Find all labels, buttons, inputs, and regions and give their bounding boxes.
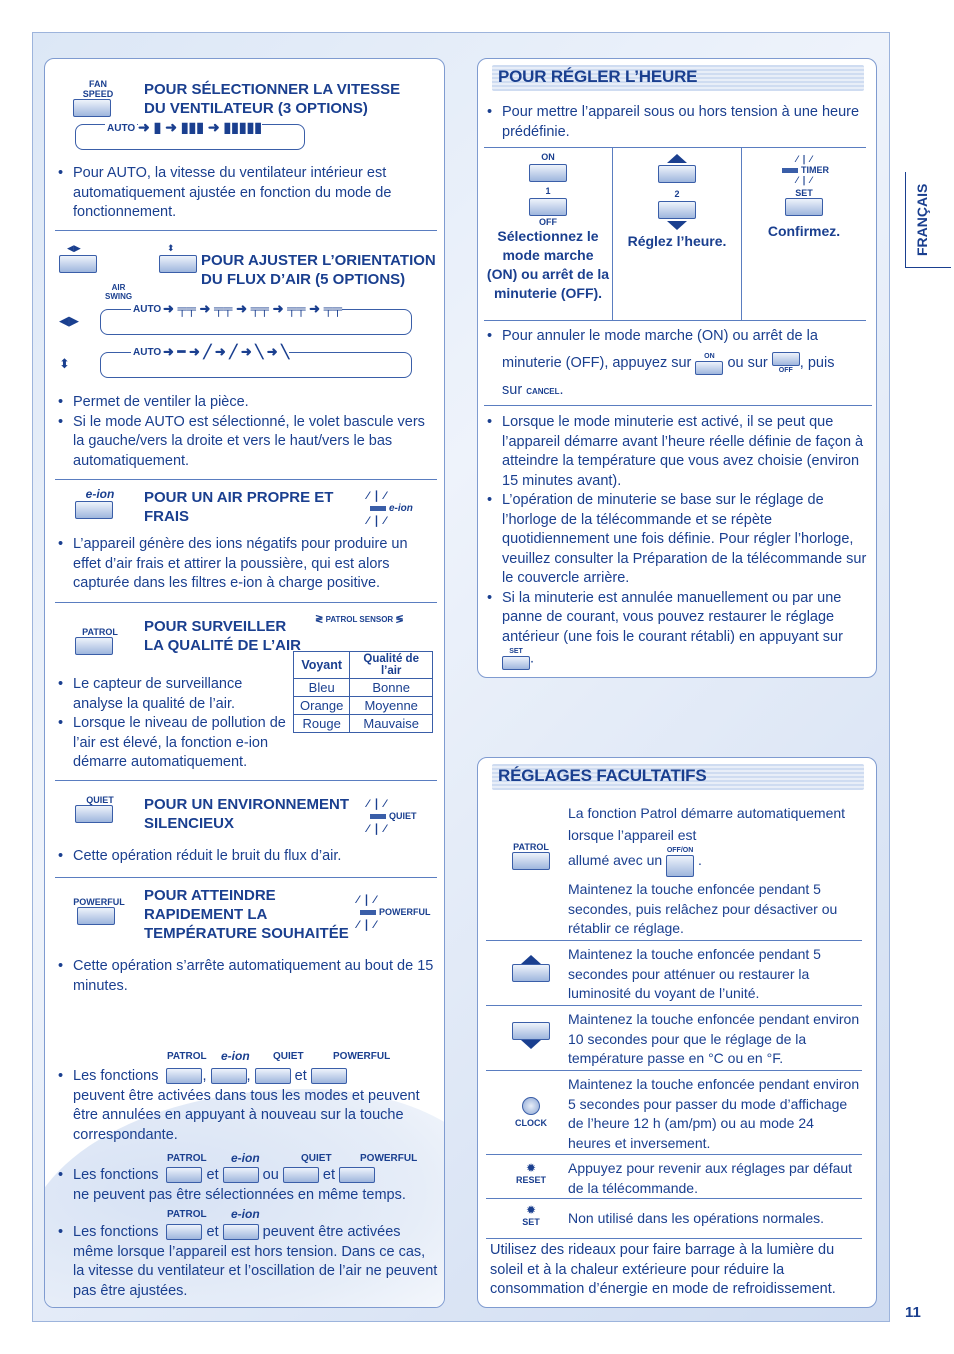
up-arrow-icon [521,955,541,964]
timer-indicator [742,154,866,186]
set-label: SET [509,648,523,655]
table-cell: Bonne [350,679,433,697]
note-text: et [322,1167,335,1183]
eion-label: e-ion [231,1151,260,1165]
indicator-sparks-icon: ⁄ ❘ ⁄ [357,894,377,906]
eion-button[interactable] [75,487,125,519]
time-up-button[interactable] [658,165,696,183]
note-text: ne peuvent pas être sélectionnées en même temps. [73,1186,406,1203]
note-text: , [202,1068,207,1084]
note-text: peuvent être activées [262,1224,401,1240]
indicator-sparks-icon: ⁄ ❘ ⁄ [796,175,812,185]
patrol-button[interactable] [506,842,556,870]
on-label: ON [541,152,555,162]
divider [55,780,437,781]
powerful-label: POWERFUL [360,1153,418,1164]
set-pinhole-button[interactable] [506,1203,556,1227]
indicator-lamp-icon [370,814,386,819]
note-text: ou [262,1167,279,1183]
powerful-title: POUR ATTEINDRE RAPIDEMENT LA TEMPÉRATURE SOUHAITÉE [144,887,349,942]
powerful-notes [55,957,435,996]
timer-indicator-label: TIMER [801,165,829,175]
down-arrow-icon [521,1040,541,1049]
off-key[interactable] [772,352,800,366]
indicator-sparks-icon: ≷ [315,614,324,625]
step-1-caption: Sélectionnez le mode marche (ON) ou arrêt de la minuterie (OFF). [486,228,610,301]
option-text: Maintenez la touche enfoncée pendant 5 secondes pour atténuer ou restaurer la luminosité du voyant de l’unité. [568,946,821,1001]
set-pinhole-icon: ✹ [525,1203,537,1217]
vertical-swing-icon: ⬍ [59,356,70,371]
quiet-indicator [367,797,437,835]
timer-set-button[interactable] [785,198,823,216]
off-on-key[interactable] [666,855,694,877]
powerful-label: POWERFUL [333,1051,391,1062]
powerful-label: POWERFUL [73,897,125,907]
horizontal-positions-icon: ➜ ╤╤ ➜ ╤╤ ➜ ╤╤ ➜ ╤╤ ➜ ╤╤ [163,301,343,316]
air-quality-table [293,651,433,733]
quiet-key[interactable] [75,805,113,823]
cancel-button[interactable]: CANCEL [526,387,560,396]
eion-indicator-label: e-ion [389,503,413,514]
table-cell: Orange [294,697,350,715]
note-text: , [246,1068,251,1084]
fan-speed-notes [55,164,435,223]
option-row-temperature-unit [486,1006,862,1071]
option-row-brightness [486,941,862,1006]
reset-label: RESET [515,1175,546,1185]
option-text: La fonction Patrol démarre automatiquement lorsque l’appareil est allumé avec un OFF/ON . [568,802,860,877]
table-header: Voyant [294,652,350,679]
quiet-key[interactable] [255,1068,291,1084]
note-text: sur [502,382,523,398]
vertical-arrows-icon: ⬍ [167,243,175,253]
air-swing-note-2: • Si le mode AUTO est sélectionné, le volet bascule vers la gauche/vers la droite et vers le haut/vers le bas automatiquement. [55,413,435,472]
language-label: FRANÇAIS [914,183,930,256]
reset-button[interactable] [506,1161,556,1185]
fan-speed-label: FAN SPEED [82,79,114,99]
divider [55,230,437,231]
up-button[interactable] [506,955,556,982]
patrol-key[interactable] [166,1068,202,1084]
powerful-indicator [357,893,445,931]
note-3: • Les fonctions et peuvent être activées même lorsque l’appareil est hors tension. Dans ce cas, la vitesse du ventilateur et l’oscillation de l’air ne peuvent pas être ajustées. [58,1224,438,1299]
horizontal-swing-flow [100,301,412,335]
eion-key[interactable] [223,1167,259,1183]
note-text: minuterie (OFF), appuyez sur [502,355,692,371]
note-text: Pour annuler le mode marche (ON) ou arrêt de la [502,328,818,344]
on-button-inline[interactable] [695,352,723,375]
vertical-positions-icon: ➜ ━ ➜ ╱ ➜ ╱ ➜ ╲ ➜ ╲ [163,344,290,359]
left-panel [44,58,445,1308]
quiet-title: POUR UN ENVIRONNEMENT SILENCIEUX [144,796,350,832]
note-2: • Les fonctions et ou et ne peuvent pas être sélectionnées en même temps. [58,1167,406,1203]
air-swing-horizontal-button[interactable] [59,255,97,273]
set-label: SET [522,1217,540,1227]
patrol-label: PATROL [167,1209,207,1220]
cancel-note: • Pour annuler le mode marche (ON) ou arrêt de la minuterie (OFF), appuyez sur ON ou sur OFF , puis sur CANCEL. [487,328,835,398]
indicator-sparks-icon: ⁄ ❘ ⁄ [367,515,387,527]
note-1: • Les fonctions , , et peuvent être activées dans tous les modes et peuvent être annulées en appuyant à nouveau sur la touche correspondante. [58,1068,420,1143]
powerful-button[interactable] [69,897,129,925]
eion-key[interactable] [211,1068,247,1084]
patrol-note-1: • Le capteur de surveillance analyse la qualité de l’air. [55,675,295,714]
patrol-note-2: • Lorsque le niveau de pollution de l’air est élevé, la fonction e-ion démarre automatiquement. [55,714,300,773]
table-header: Qualité de l’air [350,652,433,679]
eion-note: • L’appareil génère des ions négatifs pour produire un effet d’air frais et attirer la poussière, qui est alors capturée dans les filtres e-ion à charge positive. [55,535,435,594]
patrol-label: PATROL [167,1153,207,1164]
off-on-button[interactable] [666,846,694,877]
timer-heading: POUR RÉGLER L’HEURE [498,67,698,86]
indicator-sparks-icon: ⁄ ❘ ⁄ [367,798,387,810]
quiet-notes [55,847,435,867]
step-number: 2 [674,189,680,199]
horizontal-swing-icon: ◀▶ [59,313,79,328]
patrol-sensor-indicator [315,614,425,625]
set-key[interactable] [502,656,530,670]
patrol-key[interactable] [512,852,550,870]
up-key[interactable] [512,964,550,982]
eion-indicator [367,489,437,527]
table-cell: Moyenne [350,697,433,715]
reset-pinhole-icon: ✹ [525,1161,537,1175]
off-button-inline[interactable] [772,352,800,375]
note-text: Les fonctions [73,1167,159,1183]
off-label: OFF [539,217,557,227]
timer-note-3: • Si la minuterie est annulée manuellement ou par une panne de courant, vous pouvez restaurer le réglage antérieur (une fois le courant rétabli) en appuyant sur SET . [484,589,872,671]
step-2-caption: Réglez l’heure. [627,233,727,249]
patrol-key[interactable] [75,637,113,655]
clock-key[interactable] [522,1097,540,1115]
fan-speed-title: POUR SÉLECTIONNER LA VITESSE DU VENTILATEUR (3 OPTIONS) [144,81,401,117]
fan-speed-button[interactable] [73,79,123,117]
swing-auto-label-2: AUTO [133,347,162,358]
option-text-c: Maintenez la touche enfoncée pendant 5 secondes, puis relâchez pour désactiver ou rétablir ce réglage. [568,881,838,936]
timer-intro-text: • Pour mettre l’appareil sous ou hors tension à une heure prédéfinie. [484,103,872,142]
timer-step-2 [613,148,742,320]
option-text-a: La fonction Patrol démarre automatiquement lorsque l’appareil est [568,805,846,843]
divider [55,877,437,878]
fan-speed-steps-icon: ➜ ▮ ➜ ▮▮▮ ➜ ▮▮▮▮▮ [138,119,262,135]
off-label: OFF [778,366,793,374]
option-text: Non utilisé dans les opérations normales. [568,1210,825,1226]
table-cell: Rouge [294,715,350,733]
table-header-row [294,652,433,679]
on-key[interactable] [695,361,723,375]
note-text: Si la minuterie est annulée manuellement ou par une panne de courant, vous pouvez restaurer le réglage antérieur (une fois le courant rétabli) en appuyant sur [502,589,843,645]
option-row-set [486,1199,862,1239]
timer-panel [477,58,877,678]
air-swing-title: POUR AJUSTER L’ORIENTATION DU FLUX D’AIR (5 OPTIONS) [201,252,436,288]
option-row-clock [486,1071,862,1155]
down-key[interactable] [512,1022,550,1040]
timer-off-button[interactable] [529,198,567,216]
air-swing-note-1: • Permet de ventiler la pièce. [55,393,435,413]
eion-label: e-ion [231,1207,260,1221]
eion-key[interactable] [223,1224,259,1240]
powerful-note: • Cette opération s’arrête automatiquement au bout de 15 minutes. [55,957,435,996]
powerful-indicator-label: POWERFUL [379,907,431,917]
option-text: Maintenez la touche enfoncée pendant environ 10 secondes pour que le réglage de la température passe en °C ou en °F. [568,1011,860,1066]
patrol-key[interactable] [166,1167,202,1183]
swing-auto-label-1: AUTO [133,304,162,315]
language-tab [905,172,951,268]
option-row-patrol [486,798,862,941]
divider [55,479,437,480]
indicator-sparks-icon: ⁄ ❘ ⁄ [796,154,812,164]
patrol-title: POUR SURVEILLER LA QUALITÉ DE L’AIR [144,618,301,654]
note-text: peuvent être activées dans tous les modes et peuvent être annulées en appuyant à nouveau sur la touche correspondante. [73,1087,420,1143]
timer-note-2: • L’opération de minuterie se base sur le réglage de l’horloge de la télécommande et se répète quotidiennement une fois définie. Pour régler l’horloge, veuillez consulter la Préparation de la télécommande sur le couvercle arrière. [484,491,872,589]
off-on-label: OFF/ON [666,847,694,854]
quiet-label: QUIET [86,795,114,805]
option-text: Maintenez la touche enfoncée pendant environ 5 secondes pour passer du mode d’affichage de l’heure 12 h (am/pm) ou au mode 24 heures et inversement. [568,1076,860,1151]
eion-label: e-ion [221,1049,250,1063]
air-swing-notes [55,393,435,471]
indicator-sparks-icon: ⁄ ❘ ⁄ [357,919,377,931]
fan-speed-note: • Pour AUTO, la vitesse du ventilateur intérieur est automatiquement ajustée en fonction du mode de fonctionnement. [55,164,435,223]
table-cell: Mauvaise [350,715,433,733]
table-row [294,697,433,715]
quiet-note: • Cette opération réduit le bruit du flux d’air. [55,847,435,867]
down-arrow-icon [667,221,687,230]
table-row [294,679,433,697]
patrol-notes [55,675,295,773]
time-down-button[interactable] [658,201,696,219]
timer-intro [484,103,872,142]
note-text: ou sur [727,355,768,371]
timer-steps [484,147,866,321]
note-text: Les fonctions [73,1068,159,1084]
patrol-label: PATROL [513,842,549,852]
quiet-indicator-label: QUIET [389,811,417,821]
patrol-key[interactable] [166,1224,202,1240]
indicator-lamp-icon [782,168,798,173]
timer-step-1 [484,148,613,320]
clock-button[interactable] [506,1097,556,1128]
option-row-reset [486,1155,862,1199]
set-label: SET [795,188,813,198]
powerful-key[interactable] [339,1167,375,1183]
divider [55,602,437,603]
patrol-sensor-label: PATROL SENSOR [325,615,394,624]
up-arrow-icon [667,154,687,163]
powerful-key[interactable] [77,907,115,925]
patrol-label: PATROL [82,627,118,637]
eion-label: e-ion [85,487,115,501]
indicator-sparks-icon: ≶ [395,614,404,625]
air-swing-vertical-button[interactable] [159,255,197,273]
eion-notes [55,535,435,594]
note-text: et [294,1068,307,1084]
quiet-button[interactable] [75,795,125,823]
indicator-lamp-icon [370,506,386,511]
note-text: et [206,1167,219,1183]
fan-speed-key[interactable] [73,99,111,117]
fan-speed-flow [75,119,305,150]
fan-auto-label: AUTO [107,123,136,134]
note-text: Les fonctions [73,1224,159,1240]
option-text-b: allumé avec un [568,852,663,869]
powerful-key[interactable] [311,1068,347,1084]
divider [484,405,872,406]
indicator-lamp-icon [360,910,376,915]
patrol-label: PATROL [167,1051,207,1062]
on-label: ON [704,352,715,360]
quiet-label: QUIET [301,1153,332,1164]
table-cell: Bleu [294,679,350,697]
step-number: 1 [545,186,551,196]
optional-settings-panel [477,757,877,1308]
clock-label: CLOCK [515,1118,547,1128]
indicator-sparks-icon: ⁄ ❘ ⁄ [367,823,387,835]
timer-note-1: • Lorsque le mode minuterie est activé, il se peut que l’appareil démarre avant l’heure réelle définie de façon à atteindre la température que vous avez choisie (environ 15 minutes avant). [484,413,872,491]
note-text: même lorsque l’appareil est hors tension. Dans ce cas, la vitesse du ventilateur et l’oscillation de l’air ne peuvent pas être ajustées. [73,1243,438,1299]
optional-heading: RÉGLAGES FACULTATIFS [498,766,707,785]
timer-notes [484,413,872,670]
quiet-key[interactable] [283,1167,319,1183]
timer-step-3 [742,148,866,320]
eion-title: POUR UN AIR PROPRE ET FRAIS [144,489,334,525]
step-3-caption: Confirmez. [767,223,841,240]
page-number: 11 [905,1304,921,1321]
indicator-sparks-icon: ⁄ ❘ ⁄ [367,490,387,502]
quiet-label: QUIET [273,1051,304,1062]
set-button-inline[interactable] [502,647,530,670]
patrol-button[interactable] [75,627,125,655]
note-text: , puis [799,355,835,371]
vertical-swing-flow [100,344,412,378]
option-text: Appuyez pour revenir aux réglages par défaut de la télécommande. [568,1160,853,1196]
table-row [294,715,433,733]
horizontal-arrows-icon: ◀▶ [67,243,81,253]
down-button[interactable] [506,1022,556,1049]
note-text: et [206,1224,219,1240]
eion-key[interactable] [75,501,113,519]
energy-tip: Utilisez des rideaux pour faire barrage à la lumière du soleil et à la chaleur extérieure pour réduire la consommation d’énergie en mode de refroidissement. [490,1242,836,1297]
air-swing-label: AIR SWING [105,283,133,301]
timer-on-button[interactable] [529,164,567,182]
